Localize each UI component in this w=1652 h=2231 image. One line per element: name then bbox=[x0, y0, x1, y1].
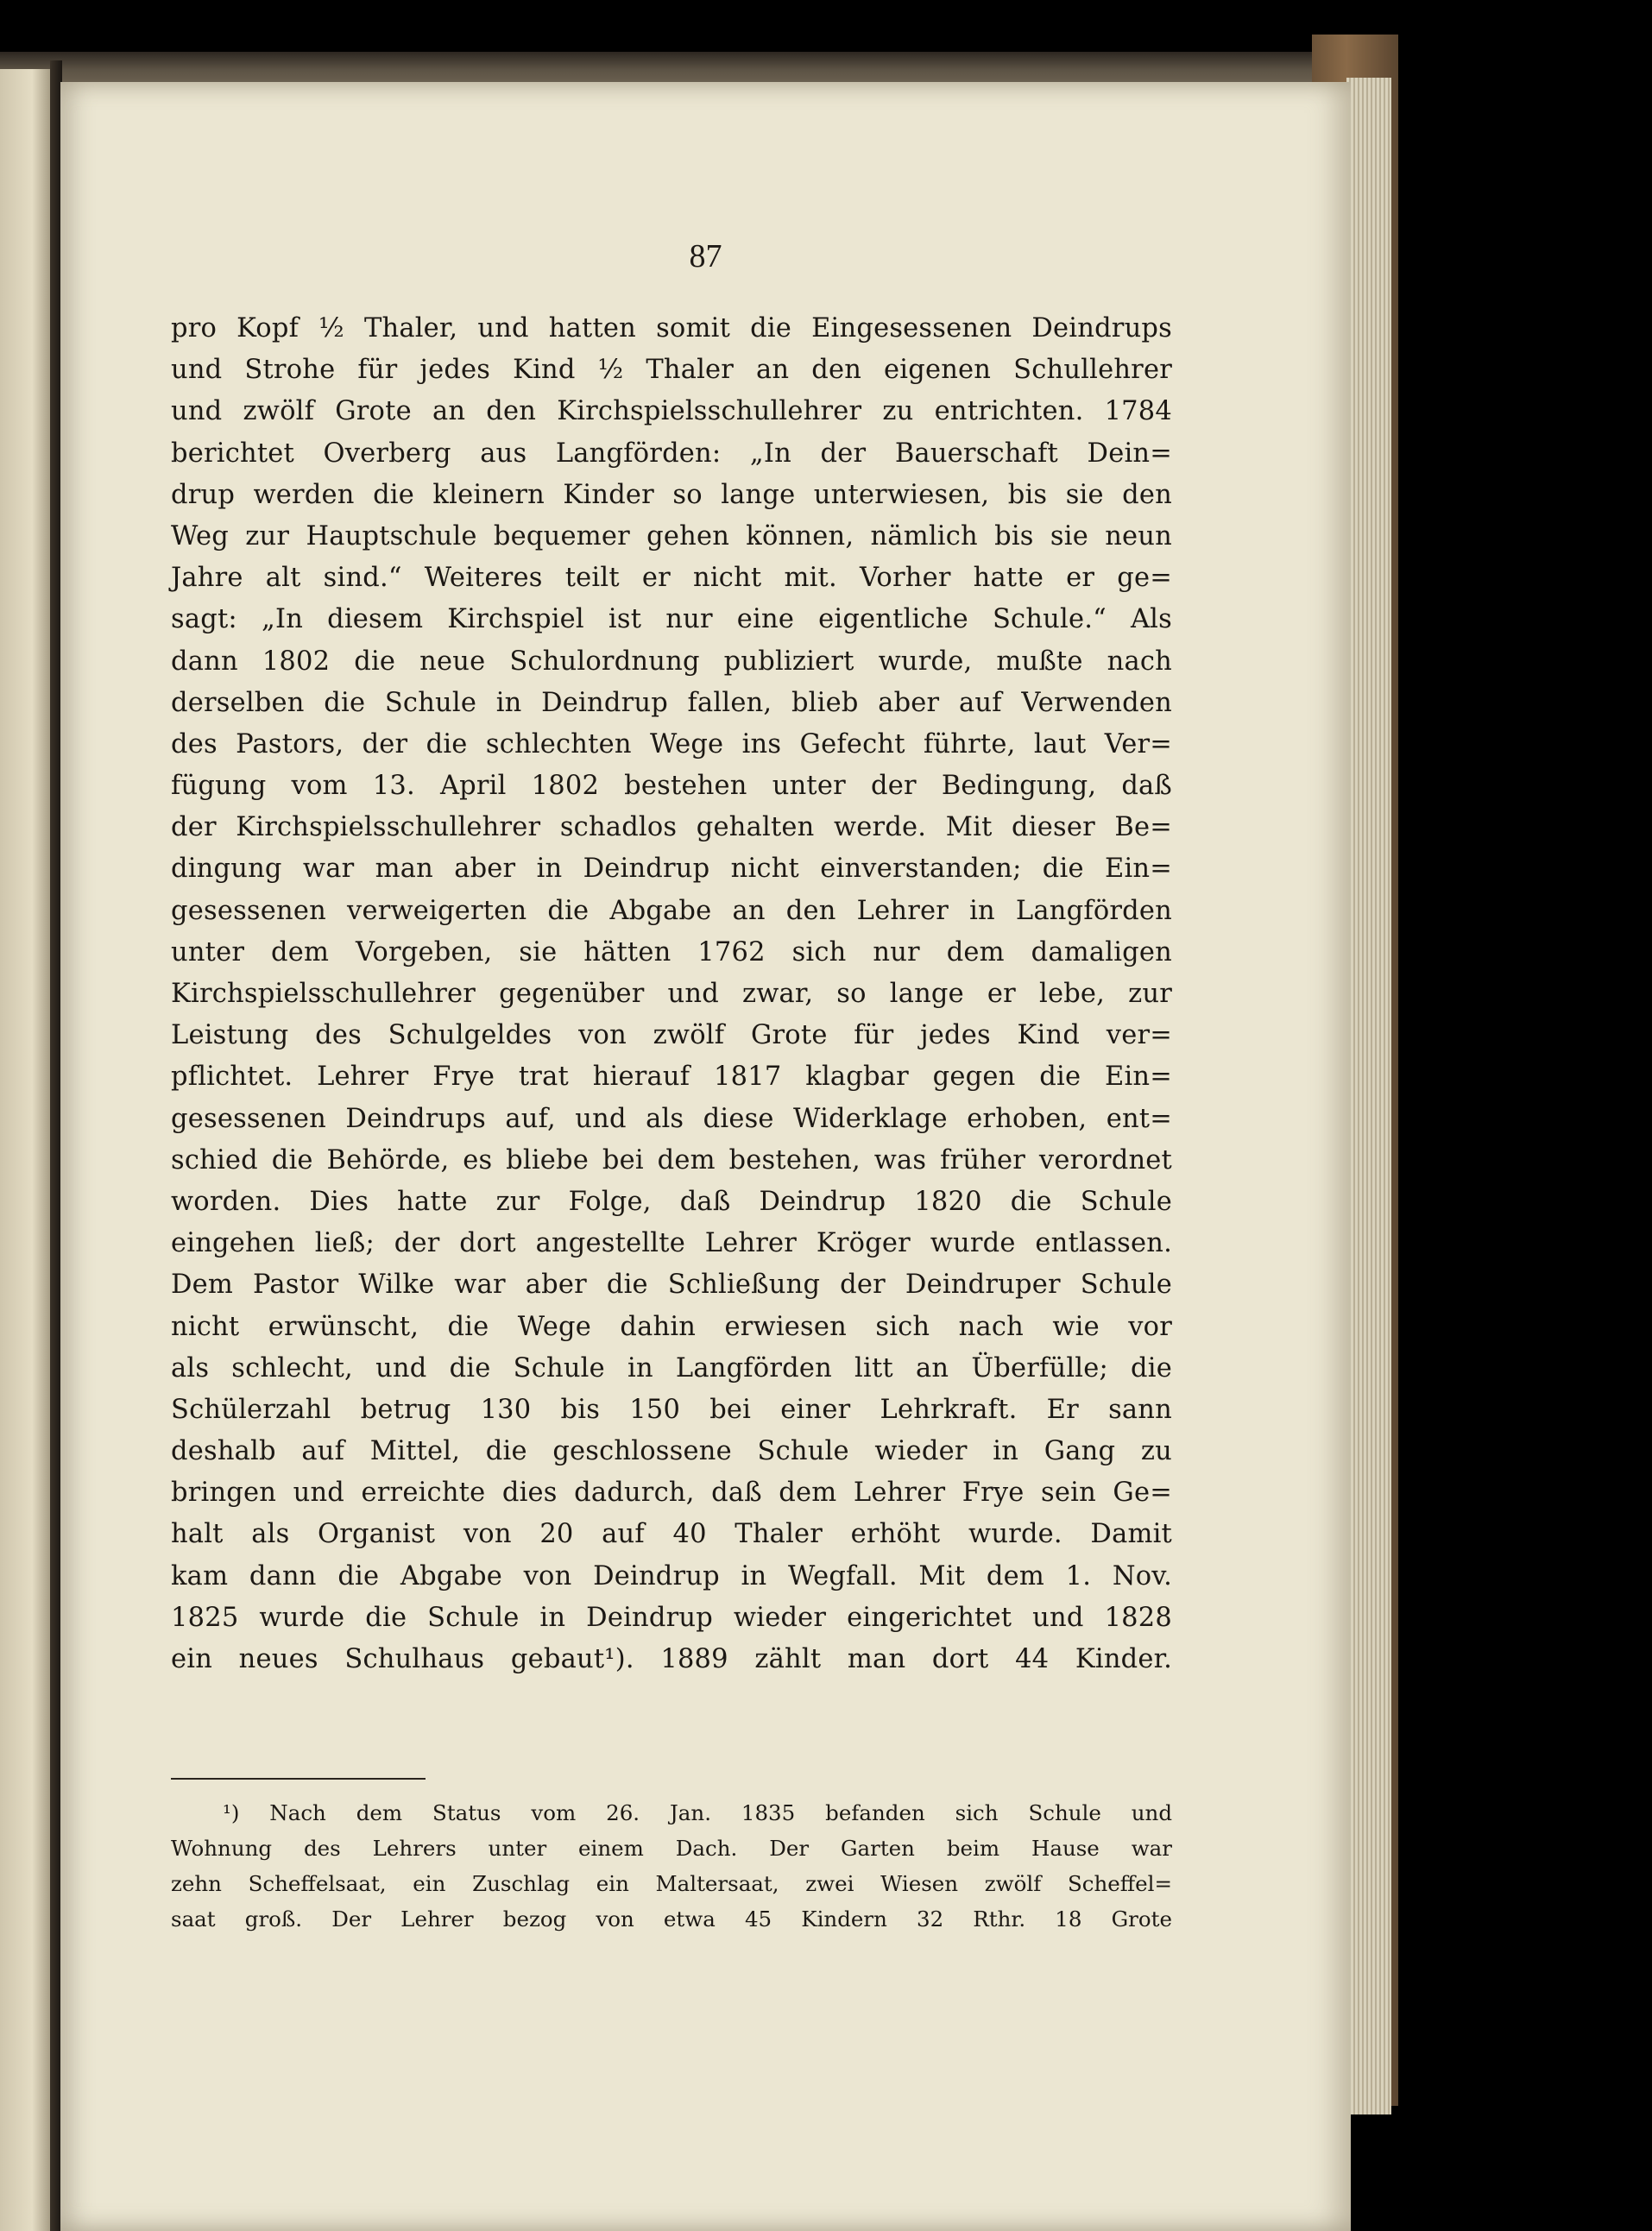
text-line: Kirchspielsschullehrer gegenüber und zwar, so lange er lebe, zur bbox=[171, 979, 1172, 1009]
text-line: sagt: „In diesem Kirchspiel ist nur eine eigentliche Schule.“ Als bbox=[171, 604, 1172, 635]
text-line: unter dem Vorgeben, sie hätten 1762 sich nur dem damaligen bbox=[171, 936, 1172, 967]
text-line: Weg zur Hauptschule bequemer gehen können, nämlich bis sie neun bbox=[171, 520, 1172, 551]
text-line: 1825 wurde die Schule in Deindrup wieder eingerichtet und 1828 bbox=[171, 1602, 1172, 1633]
text-line: pro Kopf ½ Thaler, und hatten somit die Eingesessenen Deindrups bbox=[171, 313, 1172, 343]
footnote-divider bbox=[171, 1778, 426, 1780]
book-page bbox=[60, 82, 1351, 2231]
text-line: fügung vom 13. April 1802 bestehen unter der Bedingung, daß bbox=[171, 771, 1172, 802]
text-line: bringen und erreichte dies dadurch, daß dem Lehrer Frye sein Ge= bbox=[171, 1478, 1172, 1509]
page-number: 87 bbox=[689, 238, 722, 274]
text-line: halt als Organist von 20 auf 40 Thaler erhöht wurde. Damit bbox=[171, 1519, 1172, 1550]
text-line: des Pastors, der die schlechten Wege ins Gefecht führte, laut Ver= bbox=[171, 728, 1172, 759]
text-line: deshalb auf Mittel, die geschlossene Schule wieder in Gang zu bbox=[171, 1436, 1172, 1467]
footnote bbox=[171, 1795, 1172, 1937]
text-line: der Kirchspielsschullehrer schadlos gehalten werde. Mit dieser Be= bbox=[171, 812, 1172, 843]
text-line: derselben die Schule in Deindrup fallen, blieb aber auf Verwenden bbox=[171, 687, 1172, 718]
text-line: Schülerzahl betrug 130 bis 150 bei einer Lehrkraft. Er sann bbox=[171, 1394, 1172, 1425]
footnote-line: saat groß. Der Lehrer bezog von etwa 45 Kindern 32 Rthr. 18 Grote bbox=[171, 1906, 1172, 1932]
footnote-line: zehn Scheffelsaat, ein Zuschlag ein Maltersaat, zwei Wiesen zwölf Scheffel= bbox=[171, 1871, 1172, 1896]
footnote-line: ¹) Nach dem Status vom 26. Jan. 1835 befanden sich Schule und bbox=[223, 1800, 1172, 1825]
text-line: schied die Behörde, es bliebe bei dem bestehen, was früher verordnet bbox=[171, 1144, 1172, 1175]
text-line: nicht erwünscht, die Wege dahin erwiesen sich nach wie vor bbox=[171, 1311, 1172, 1342]
text-line: dann 1802 die neue Schulordnung publiziert wurde, mußte nach bbox=[171, 646, 1172, 677]
body-text bbox=[171, 308, 1172, 1680]
text-line: eingehen ließ; der dort angestellte Lehrer Kröger wurde entlassen. bbox=[171, 1228, 1172, 1259]
text-line: dingung war man aber in Deindrup nicht einverstanden; die Ein= bbox=[171, 854, 1172, 885]
text-line: berichtet Overberg aus Langförden: „In der Bauerschaft Dein= bbox=[171, 438, 1172, 469]
text-line: ein neues Schulhaus gebaut¹). 1889 zählt man dort 44 Kinder. bbox=[171, 1644, 1172, 1674]
text-line: als schlecht, und die Schule in Langförden litt an Überfülle; die bbox=[171, 1352, 1172, 1383]
text-line: Leistung des Schulgeldes von zwölf Grote für jedes Kind ver= bbox=[171, 1020, 1172, 1051]
text-line: drup werden die kleinern Kinder so lange unterwiesen, bis sie den bbox=[171, 479, 1172, 510]
text-line: gesessenen verweigerten die Abgabe an den Lehrer in Langförden bbox=[171, 895, 1172, 926]
left-page-edge bbox=[0, 69, 54, 2231]
text-line: pflichtet. Lehrer Frye trat hierauf 1817 klagbar gegen die Ein= bbox=[171, 1062, 1172, 1093]
text-line: kam dann die Abgabe von Deindrup in Wegfall. Mit dem 1. Nov. bbox=[171, 1560, 1172, 1591]
text-line: und Strohe für jedes Kind ½ Thaler an den eigenen Schullehrer bbox=[171, 355, 1172, 386]
text-line: und zwölf Grote an den Kirchspielsschullehrer zu entrichten. 1784 bbox=[171, 396, 1172, 427]
text-line: gesessenen Deindrups auf, und als diese Widerklage erhoben, ent= bbox=[171, 1103, 1172, 1134]
page-stack-edge bbox=[1346, 78, 1391, 2114]
text-line: Jahre alt sind.“ Weiteres teilt er nicht mit. Vorher hatte er ge= bbox=[171, 563, 1172, 594]
text-line: worden. Dies hatte zur Folge, daß Deindrup 1820 die Schule bbox=[171, 1186, 1172, 1217]
text-line: Dem Pastor Wilke war aber die Schließung der Deindruper Schule bbox=[171, 1270, 1172, 1301]
footnote-line: Wohnung des Lehrers unter einem Dach. Der Garten beim Hause war bbox=[171, 1836, 1172, 1861]
